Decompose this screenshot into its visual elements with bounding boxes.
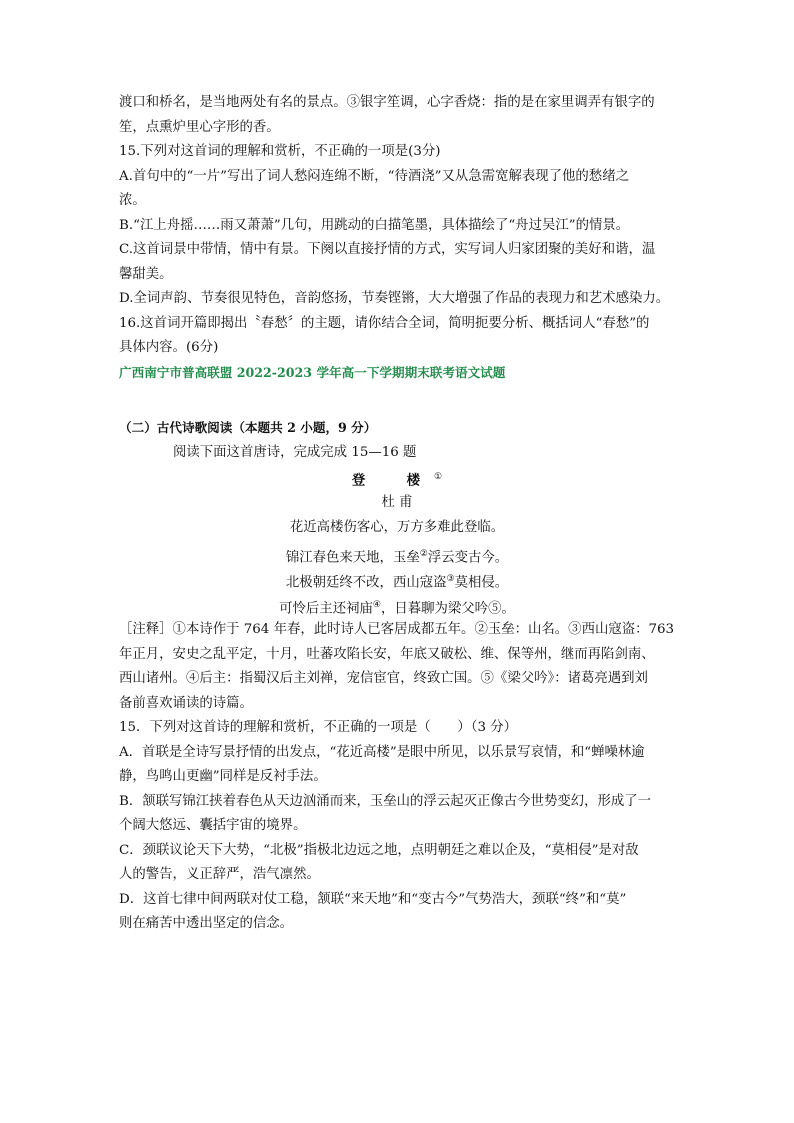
poem-line-3-footnote-mark: ③: [446, 574, 455, 584]
section-heading: （二）古代诗歌阅读（本题共 2 小题，9 分）: [119, 420, 377, 435]
spacer: [119, 385, 675, 416]
question-15-ci-option-a-line-2: 浓。: [119, 193, 146, 208]
poem-line-2-footnote-mark: ②: [419, 548, 428, 559]
notes-line-3: 西山诸州。④后主：指蜀汉后主刘禅，宠信宦官，终致亡国。⑤《梁父吟》：诸葛亮遇到刘: [119, 671, 648, 686]
poem-line-2-part-1: 锦江春色来天地，玉垒: [285, 549, 420, 565]
question-15-ci-option-d: D.全词声韵、节奏很见特色，音韵悠扬，节奏铿锵，大大增强了作品的表现力和艺术感染力。: [119, 291, 670, 306]
document-page: [119, 91, 675, 937]
poem-line-3-part-2: 莫相侵。: [454, 575, 509, 591]
question-15-poem-option-b-line-1: B．颔联写锦江挟着春色从天边汹涌而来，玉垒山的浮云起灭正像古今世势变幻，形成了一: [119, 793, 652, 809]
question-15-poem-option-d-line-1: D．这首七律中间两联对仗工稳，颔联“来天地”和“变古今”气势浩大，颈联“终”和“莫”: [119, 891, 627, 907]
poem-line-3-part-1: 北极朝廷终不改，西山寇盗: [285, 575, 447, 591]
question-15-ci-stem: 15.下列对这首词的理解和赏析，不正确的一项是(3分): [119, 144, 441, 159]
question-15-poem-option-a-line-1: A．首联是全诗写景抒情的出发点，“花近高楼”是眼中所见，以乐景写哀情，和“蝉噪林逾: [119, 744, 645, 760]
question-16-ci-line-2: 具体内容。(6分): [119, 340, 219, 355]
poem-line-1-text: 花近高楼伤客心，万方多难此登临。: [289, 520, 505, 535]
poem-title-row: [119, 465, 675, 491]
top-note-line-2: 笙，点熏炉里心字形的香。: [119, 119, 280, 135]
poem-line-4-part-1: 可怜后主还祠庙: [279, 600, 373, 616]
poem-author: 杜 甫: [381, 494, 413, 510]
question-15-poem-option-a-line-2: 静，鸟鸣山更幽”同样是反衬手法。: [119, 769, 327, 784]
poem-title: 登 楼: [351, 472, 435, 489]
poem-line-3: [119, 567, 675, 593]
poem-line-4-part-2: ，日暮聊为梁父吟⑤。: [380, 600, 515, 616]
question-15-poem-option-c-line-2: 人的警告，义正辞严，浩气凛然。: [119, 867, 320, 882]
question-16-ci-line-1: 16.这首词开篇即揭出〝春愁〞的主题，请你结合全词，简明扼要分析、概括词人“春愁”的: [119, 315, 650, 331]
notes-line-1: ［注释］①本诗作于 764 年春，此时诗人已客居成都五年。②玉垒：山名。③西山寇盗：763: [119, 622, 675, 637]
source-title: 广西南宁市普高联盟 2022-2023 学年高一下学期期末联考语文试题: [119, 364, 506, 380]
poem-line-2-part-2: 浮云变古今。: [427, 549, 509, 565]
notes-line-4: 备前喜欢诵读的诗篇。: [119, 695, 253, 711]
top-note-line-1: 渡口和桥名，是当地两处有名的景点。③银字笙调，心字香烧：指的是在家里调弄有银字的: [119, 95, 655, 110]
poem-line-1: [119, 516, 675, 542]
poem-line-2: [119, 542, 675, 568]
notes-line-2: 年正月，安史之乱平定，十月，吐蕃攻陷长安，年底又破松、维、保等州，继而再陷剑南、: [119, 646, 655, 662]
question-15-poem-option-d-line-2: 则在痛苦中透出坚定的信念。: [119, 916, 294, 931]
poem-line-4-footnote-mark: ④: [372, 599, 381, 610]
question-15-poem-option-b-line-2: 个阔大悠远、囊括宇宙的境界。: [119, 818, 307, 833]
poem-line-4: [119, 593, 675, 619]
reading-instruction: 阅读下面这首唐诗，完成完成 15—16 题: [173, 444, 417, 460]
question-15-poem-option-c-line-1: C．颈联议论天下大势，“北极”指极北边远之地，点明朝廷之难以企及，“莫相侵”是对敌: [119, 842, 639, 858]
poem-title-footnote-mark: ①: [434, 472, 443, 482]
question-15-poem-stem: 15．下列对这首诗的理解和赏析，不正确的一项是（ ）（3 分）: [119, 720, 518, 735]
question-15-ci-option-c-line-1: C.这首词景中带情，情中有景。下阕以直接抒情的方式，实写词人归家团聚的美好和谐，温: [119, 242, 656, 257]
question-15-ci-option-a-line-1: A.首句中的“一片”写出了词人愁闷连绵不断，“待酒浇”又从急需宽解表现了他的愁绪之: [119, 168, 629, 184]
question-15-ci-option-c-line-2: 馨甜美。: [119, 266, 173, 282]
question-15-ci-option-b: B.“江上舟摇……雨又萧萧”几句，用跳动的白描笔墨，具体描绘了“舟过吴江”的情景。: [119, 217, 630, 233]
